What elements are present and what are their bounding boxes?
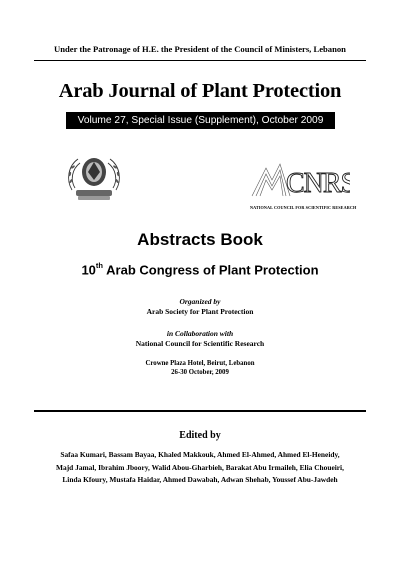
congress-name: Arab Congress of Plant Protection	[106, 262, 319, 278]
event-dates: 26-30 October, 2009	[171, 369, 229, 376]
congress-number: 10	[81, 262, 96, 278]
collaborator-name: National Council for Scientific Research	[135, 339, 265, 348]
event-venue: Crowne Plaza Hotel, Beirut, Lebanon	[145, 360, 255, 367]
cnrs-logo-icon	[250, 160, 350, 204]
svg-text:CNRS: CNRS	[286, 168, 350, 199]
congress-title	[0, 262, 400, 277]
collaboration-label: in Collaboration with	[166, 329, 234, 338]
congress-suffix: th	[95, 261, 104, 270]
editors-line: Linda Kfoury, Mustafa Haidar, Ahmed Dawabah, Adwan Shehab, Youssef Abu-Jawdeh	[62, 475, 338, 484]
cnrs-caption: NATIONAL COUNCIL FOR SCIENTIFIC RESEARCH	[250, 205, 357, 210]
editors-list	[30, 449, 370, 487]
journal-title: Arab Journal of Plant Protection	[58, 80, 342, 102]
society-emblem-icon	[64, 150, 124, 202]
book-title: Abstracts Book	[137, 230, 263, 249]
volume-banner: Volume 27, Special Issue (Supplement), October 2009	[66, 112, 335, 129]
patronage-line: Under the Patronage of H.E. the President of the Council of Ministers, Lebanon	[54, 44, 346, 54]
editors-line: Majd Jamal, Ibrahim Jboory, Walid Abou-Gharbieh, Barakat Abu Irmaileh, Elia Choueiri,	[56, 462, 344, 472]
editors-line: Safaa Kumari, Bassam Bayaa, Khaled Makkouk, Ahmed El-Ahmed, Ahmed El-Heneidy,	[60, 450, 340, 459]
organizer-name: Arab Society for Plant Protection	[146, 307, 254, 316]
top-divider	[34, 60, 366, 61]
edited-by-label: Edited by	[179, 430, 221, 441]
organized-by-label: Organized by	[179, 297, 221, 306]
bottom-divider	[34, 410, 366, 412]
